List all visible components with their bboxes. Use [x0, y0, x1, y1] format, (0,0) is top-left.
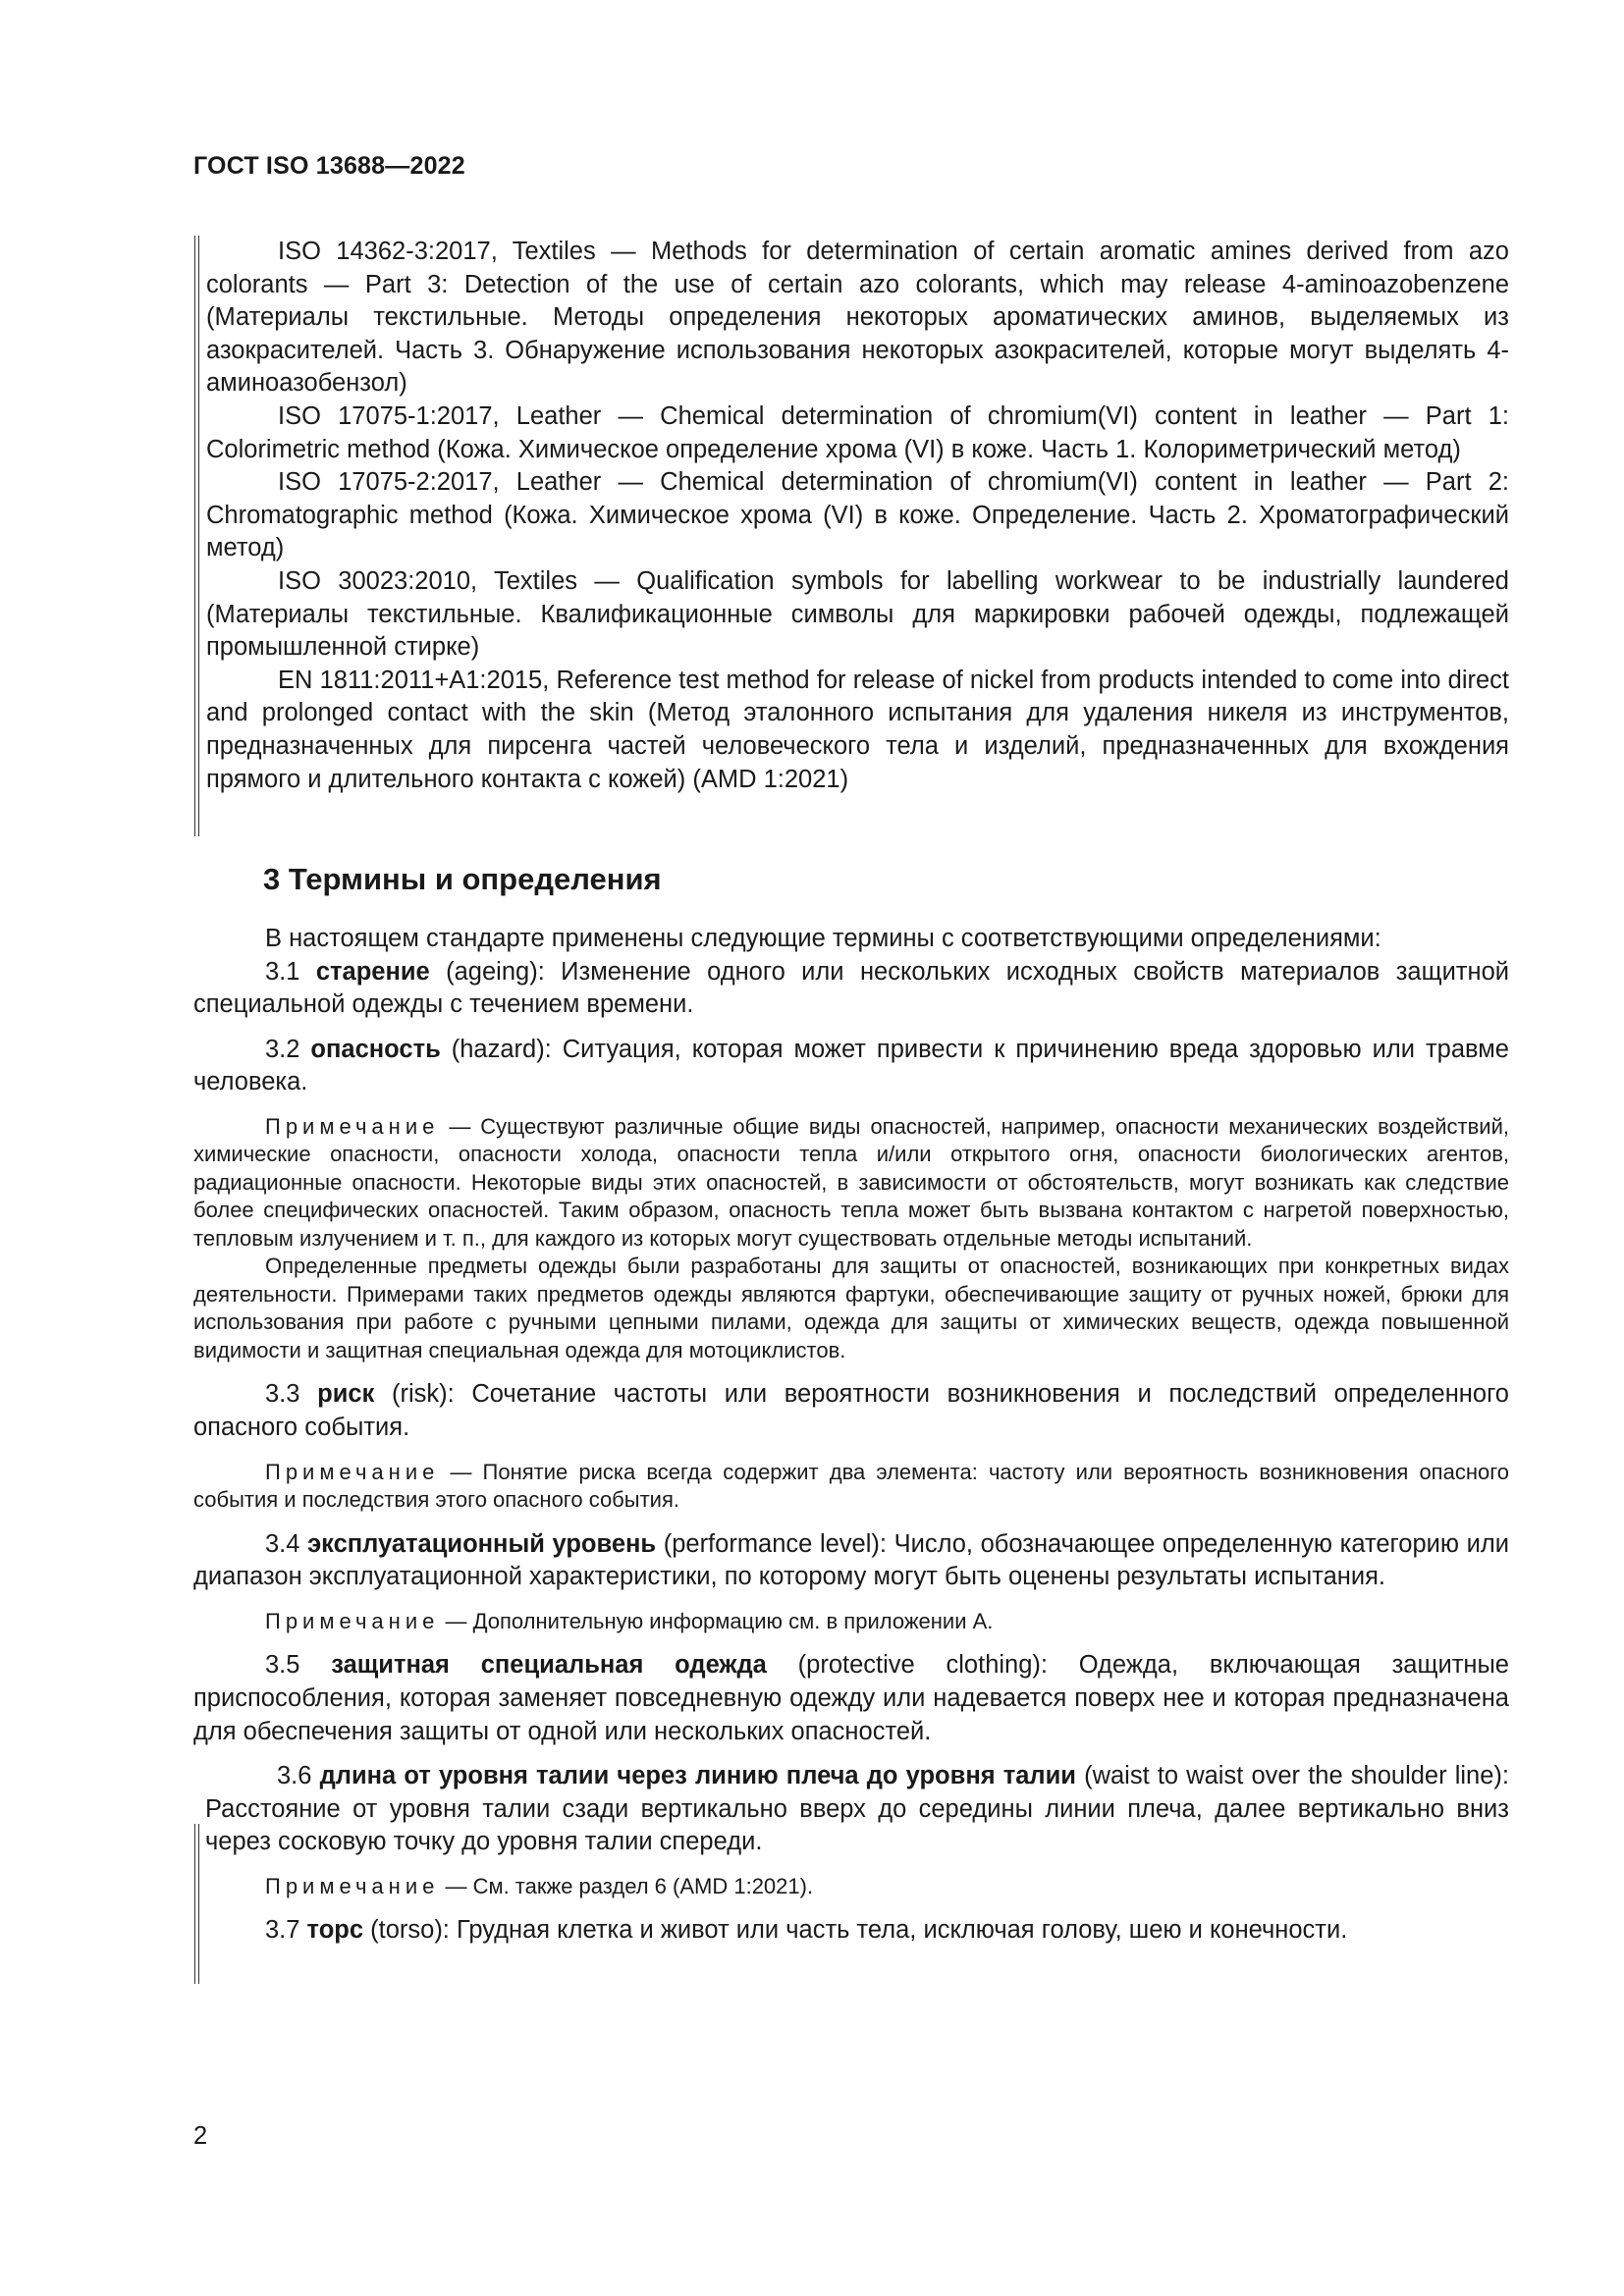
change-bar [194, 236, 199, 836]
definition-3-2: 3.2 опасность (hazard): Ситуация, которая может привести к причинению вреда здоровью или травме человека. [193, 1035, 1509, 1096]
document-header: ГОСТ ISO 13688—2022 [193, 152, 465, 180]
note-3-3: Примечание — Понятие риска всегда содержит два элемента: частоту или вероятность возникновения опасного события и последствия этого опасного события. [193, 1459, 1509, 1513]
definitions [193, 923, 1509, 1948]
section-title: 3 Термины и определения [263, 862, 662, 896]
definition-3-7: 3.7 торс (torso): Грудная клетка и живот или часть тела, исключая голову, шею и конечности. [265, 1916, 1348, 1945]
page-number: 2 [193, 2122, 208, 2150]
reference-item: ISO 30023:2010, Textiles — Qualification symbols for labelling workwear to be industrially laundered (Материалы текстильные. Квалификационные символы для маркировки рабочей одежды, подлежащей промышленной стирке) [206, 566, 1509, 662]
normative-references [206, 236, 1509, 796]
definition-3-6: 3.6 длина от уровня талии через линию плеча до уровня талии (waist to waist over the shoulder line): Расстояние от уровня талии сзади вертикально вверх до середины линии плеча, далее вертикально вниз через сосковую точку до уровня талии спереди. [205, 1762, 1509, 1856]
definition-3-5: 3.5 защитная специальная одежда (protective clothing): Одежда, включающая защитные приспособления, которая заменяет повседневную одежду или надевается поверх нее и которая предназначена для обеспечения защиты от одной или нескольких опасностей. [193, 1651, 1509, 1745]
note-3-4: Примечание — Дополнительную информацию см. в приложении А. [265, 1608, 994, 1633]
reference-item: ISO 17075-2:2017, Leather — Chemical determination of chromium(VI) content in leather — Part 2: Chromatographic method (Кожа. Химическое хрома (VI) в коже. Определение. Часть 2. Хроматографический метод) [206, 468, 1509, 562]
reference-item: EN 1811:2011+A1:2015, Reference test method for release of nickel from products intended to come into direct and prolonged contact with the skin (Метод эталонного испытания для удаления никеля из инструментов, предназначенных для пирсенга частей человеческого тела и изделий, предназначенных для вхождения прямого и длительного контакта с кожей) (AMD 1:2021) [206, 666, 1509, 793]
note-3-2-continued: Определенные предметы одежды были разработаны для защиты от опасностей, возникающих при конкретных видах деятельности. Примерами таких предметов одежды являются фартуки, обеспечивающие защиту от ручных ножей, брюки для использования при работе с ручными цепными пилами, одежда для защиты от химических веществ, одежда повышенной видимости и защитная специальная одежда для мотоциклистов. [193, 1254, 1509, 1362]
note-3-6: Примечание — См. также раздел 6 (AMD 1:2021). [265, 1873, 814, 1898]
reference-item: ISO 14362-3:2017, Textiles — Methods for determination of certain aromatic amines derived from azo colorants — Part 3: Detection of the use of certain azo colorants, which may release 4-aminoazobenzene (Материалы текстильные. Методы определения некоторых ароматических аминов, выделяемых из азокрасителей. Часть 3. Обнаружение использования некоторых азокрасителей, которые могут выделять 4-аминоазобензол) [206, 238, 1509, 398]
note-3-2: Примечание — Существуют различные общие виды опасностей, например, опасности механических воздействий, химические опасности, опасности холода, опасности тепла и/или открытого огня, опасности биологических агентов, радиационные опасности. Некоторые виды этих опасностей, в зависимости от обстоятельств, могут возникать как следствие более специфических опасностей. Таким образом, опасность тепла может быть вызвана контактом с нагретой поверхностью, тепловым излучением и т. п., для каждого из которых могут существовать отдельные методы испытаний. [193, 1113, 1509, 1251]
definition-3-4: 3.4 эксплуатационный уровень (performance level): Число, обозначающее определенную категорию или диапазон эксплуатационной характеристики, по которому могут быть оценены результаты испытания. [193, 1529, 1509, 1591]
definition-3-3: 3.3 риск (risk): Сочетание частоты или вероятности возникновения и последствий определенного опасного события. [193, 1380, 1509, 1442]
section-intro: В настоящем стандарте применены следующие термины с соответствующими определениями: [265, 925, 1381, 952]
definition-3-1: 3.1 старение (ageing): Изменение одного или нескольких исходных свойств материалов защитной специальной одежды с течением времени. [193, 957, 1509, 1019]
change-bar [194, 1824, 199, 1984]
reference-item: ISO 17075-1:2017, Leather — Chemical determination of chromium(VI) content in leather — Part 1: Colorimetric method (Кожа. Химическое определение хрома (VI) в коже. Часть 1. Колориметрический метод) [206, 401, 1509, 463]
